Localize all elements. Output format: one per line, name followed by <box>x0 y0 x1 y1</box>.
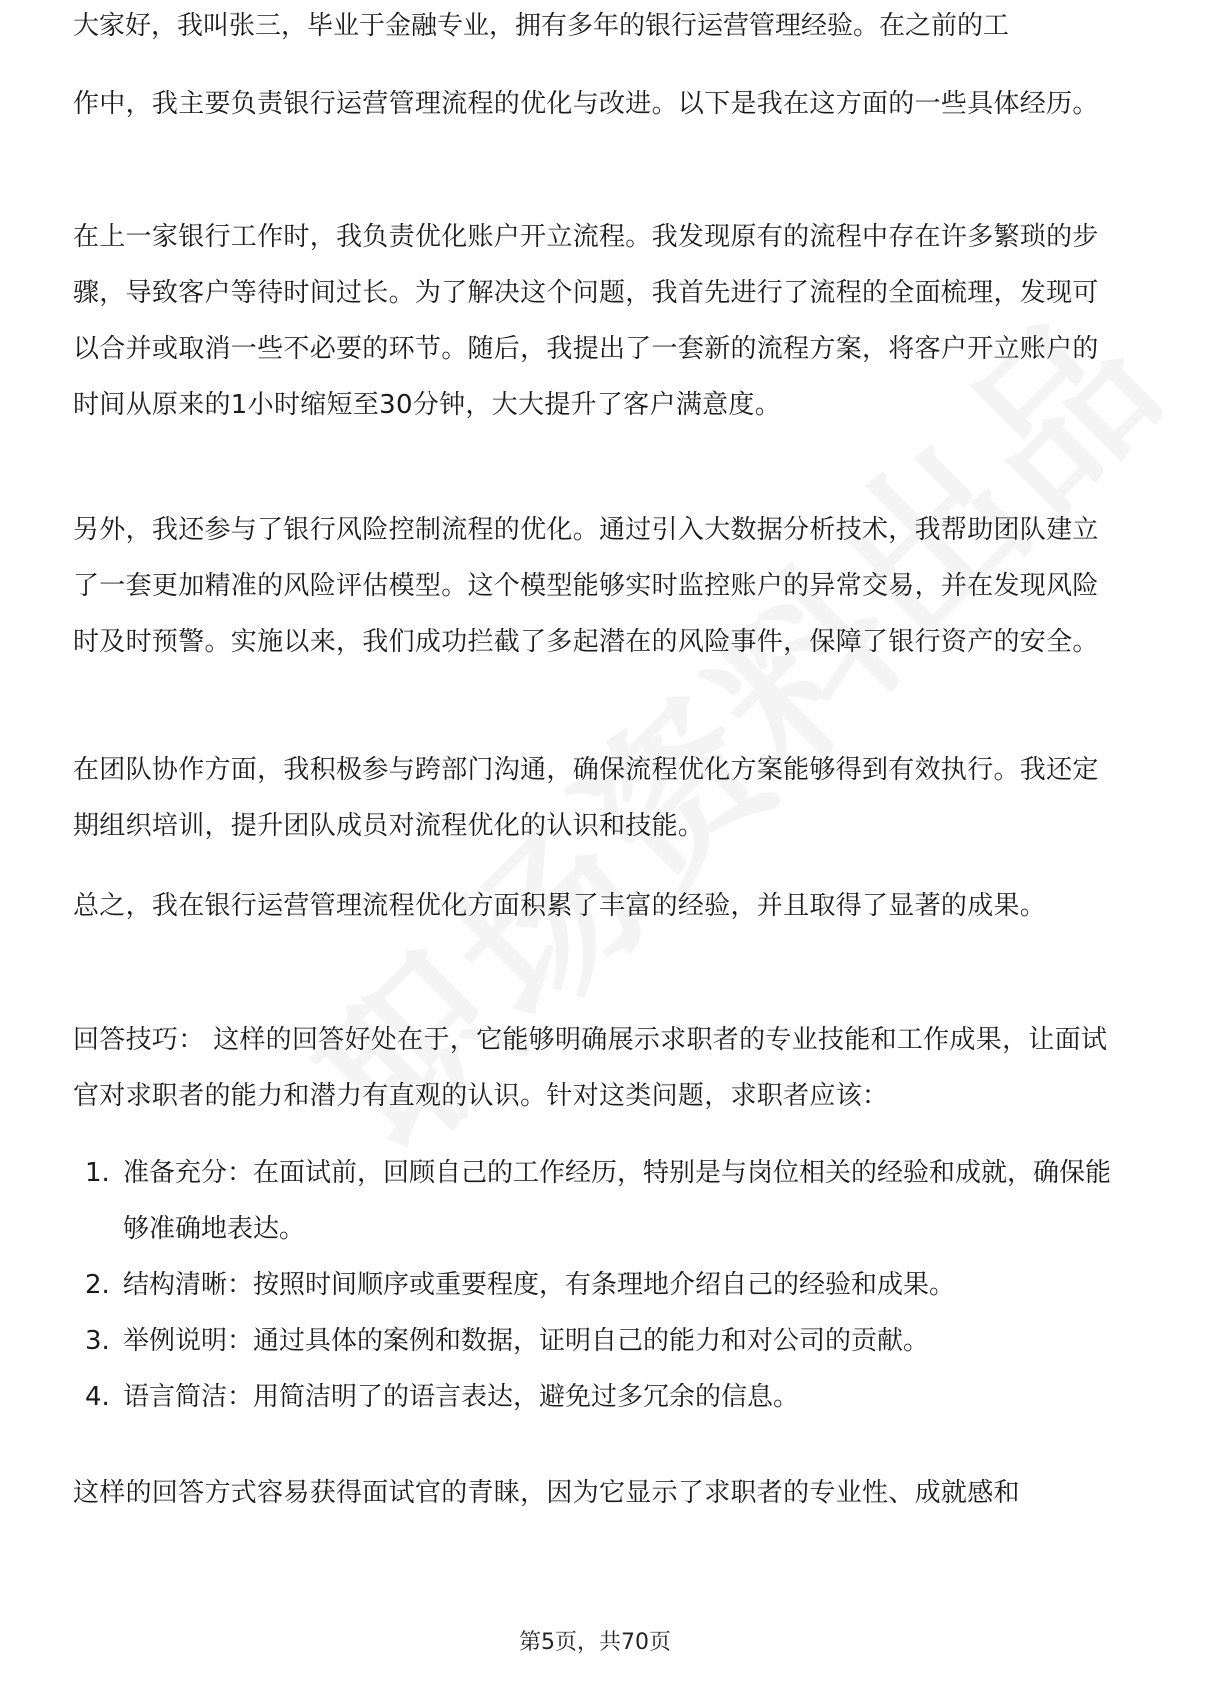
paragraph-risk-control: 另外，我还参与了银行风险控制流程的优化。通过引入大数据分析技术，我帮助团队建立了一套更加精准的风险评估模型。这个模型能够实时监控账户的异常交易，并在发现风险时及时预警。实施以来，我们成功拦截了多起潜在的风险事件，保障了银行资产的安全。 <box>73 515 1099 657</box>
cut-off-text: 大家好，我叫张三，毕业于金融专业，拥有多年的银行运营管理经验。在之前的工 <box>73 11 1010 41</box>
list-item-number: 1. <box>85 1158 110 1188</box>
cut-off-first-line <box>73 11 1123 64</box>
paragraph-intro-continued: 作中，我主要负责银行运营管理流程的优化与改进。以下是我在这方面的一些具体经历。 <box>73 89 1099 119</box>
list-item-number: 3. <box>85 1326 110 1356</box>
paragraph-account-opening: 在上一家银行工作时，我负责优化账户开立流程。我发现原有的流程中存在许多繁琐的步骤，导致客户等待时间过长。为了解决这个问题，我首先进行了流程的全面梳理，发现可以合并或取消一些不必要的环节。随后，我提出了一套新的流程方案，将客户开立账户的时间从原来的1小时缩短至30分钟，大大提升了客户满意度。 <box>73 222 1099 420</box>
page-indicator: 第5页，共70页 <box>519 1630 671 1655</box>
list-item-text: 准备充分：在面试前，回顾自己的工作经历，特别是与岗位相关的经验和成就，确保能够准确地表达。 <box>123 1158 1112 1244</box>
list-item-text: 结构清晰：按照时间顺序或重要程度，有条理地介绍自己的经验和成果。 <box>123 1270 956 1300</box>
list-item-text: 举例说明：通过具体的案例和数据，证明自己的能力和对公司的贡献。 <box>123 1326 930 1356</box>
tips-list <box>73 1145 1123 1425</box>
list-item <box>73 1257 1123 1313</box>
paragraph-summary: 总之，我在银行运营管理流程优化方面积累了丰富的经验，并且取得了显著的成果。 <box>73 891 1047 921</box>
list-item-number: 2. <box>85 1270 110 1300</box>
list-item-text: 语言简洁：用简洁明了的语言表达，避免过多冗余的信息。 <box>123 1382 800 1412</box>
paragraph-team-collaboration: 在团队协作方面，我积极参与跨部门沟通，确保流程优化方案能够得到有效执行。我还定期组织培训，提升团队成员对流程优化的认识和技能。 <box>73 755 1099 841</box>
list-item <box>73 1313 1123 1369</box>
list-item <box>73 1369 1123 1425</box>
list-item-number: 4. <box>85 1382 110 1412</box>
list-item <box>73 1145 1123 1257</box>
paragraph-closing: 这样的回答方式容易获得面试官的青睐，因为它显示了求职者的专业性、成就感和 <box>73 1478 1020 1508</box>
paragraph-answer-tips: 回答技巧： 这样的回答好处在于，它能够明确展示求职者的专业技能和工作成果，让面试官对求职者的能力和潜力有直观的认识。针对这类问题，求职者应该： <box>73 1025 1108 1111</box>
